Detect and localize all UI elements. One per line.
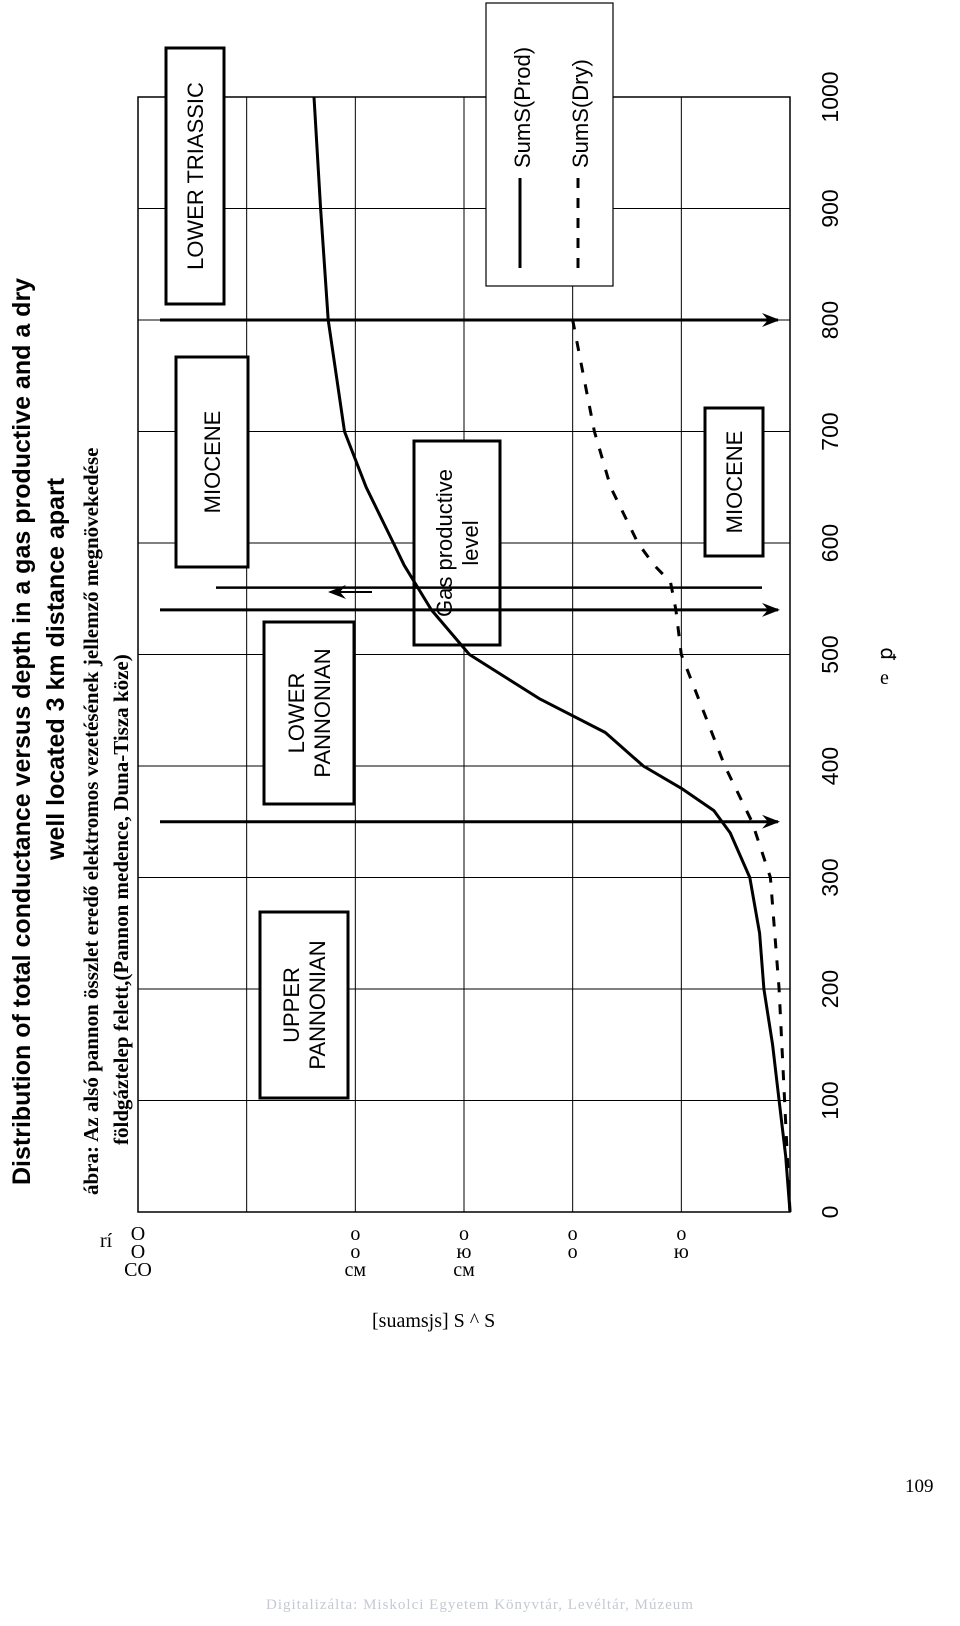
gas-productive-level-label: Gas productive [432,469,457,617]
lower-pannonian-label: PANNONIAN [310,648,335,778]
miocene-right-label: MIOCENE [722,430,747,534]
legend-entry-prod: SumS(Prod) [510,46,535,168]
lower-pannonian-box [264,622,354,804]
y-tick-glyph: О [130,1241,146,1263]
y-tick-glyph: о [350,1223,361,1245]
gas-productive-level-label: level [458,520,483,566]
title-line-4: földgáztelep felett,(Pannon medence, Duna-Tisza köze) [109,654,133,1145]
y-tick-glyph: о [350,1241,361,1263]
y-axis-label: [suamsjs] S ^ S [372,1310,496,1332]
miocene-left-label: MIOCENE [200,410,225,514]
digitization-footer: Digitalizálta: Miskolci Egyetem Könyvtár, Levéltár, Múzeum [266,1597,694,1613]
y-tick-glyph: О [130,1223,146,1245]
y-tick-glyph: ю [673,1241,689,1263]
y-tick-glyph: см [344,1259,367,1281]
title-line-1: Distribution of total conductance versus depth in a gas productive and a dry [8,277,36,1185]
y-tick-glyph: ю [456,1241,472,1263]
page-number: 109 [905,1476,934,1497]
legend-frame [486,3,613,286]
gas-productive-level-box [414,441,500,645]
x-tick-label: 800 [817,300,843,340]
y-tick-glyph: о [676,1223,687,1245]
title-line-3: ábra: Az alsó pannon összlet eredő elektromos vezetésének jellemző megnövekedése [79,447,103,1195]
x-tick-label: 300 [817,858,843,897]
grid [138,97,790,1212]
y-tick-glyph: о [459,1223,469,1245]
legend-entry-dry: SumS(Dry) [568,59,593,168]
upper-pannonian-label: UPPER [279,967,304,1043]
legend [486,3,613,286]
y-tick-glyph: СО [124,1259,152,1281]
axis-corner-glyph: rí [100,1230,113,1252]
x-tick-label: 600 [817,523,843,563]
x-tick-label: 500 [817,635,843,674]
x-tick-label: 1000 [817,71,843,123]
y-tick-glyph: см [453,1259,475,1281]
x-tick-label: 400 [817,746,843,786]
x-axis-label: e [880,667,889,689]
x-tick-label: 0 [817,1205,843,1219]
x-tick-label: 900 [817,189,843,228]
lower-pannonian-label: LOWER [284,672,309,754]
x-tick-label: 700 [817,412,843,451]
y-tick-glyph: о [567,1241,578,1263]
title-line-2: well located 3 km distance apart [42,477,70,860]
x-tick-label: 100 [817,1081,843,1120]
lower-triassic-label: LOWER TRIASSIC [183,82,208,270]
y-tick-glyphs [124,1223,689,1281]
upper-pannonian-box [260,912,348,1098]
x-tick-labels [817,71,843,1218]
upper-pannonian-label: PANNONIAN [305,940,330,1070]
y-tick-glyph: о [567,1223,578,1245]
stray-mark: ꝑ [875,647,897,660]
x-tick-label: 200 [817,969,843,1009]
